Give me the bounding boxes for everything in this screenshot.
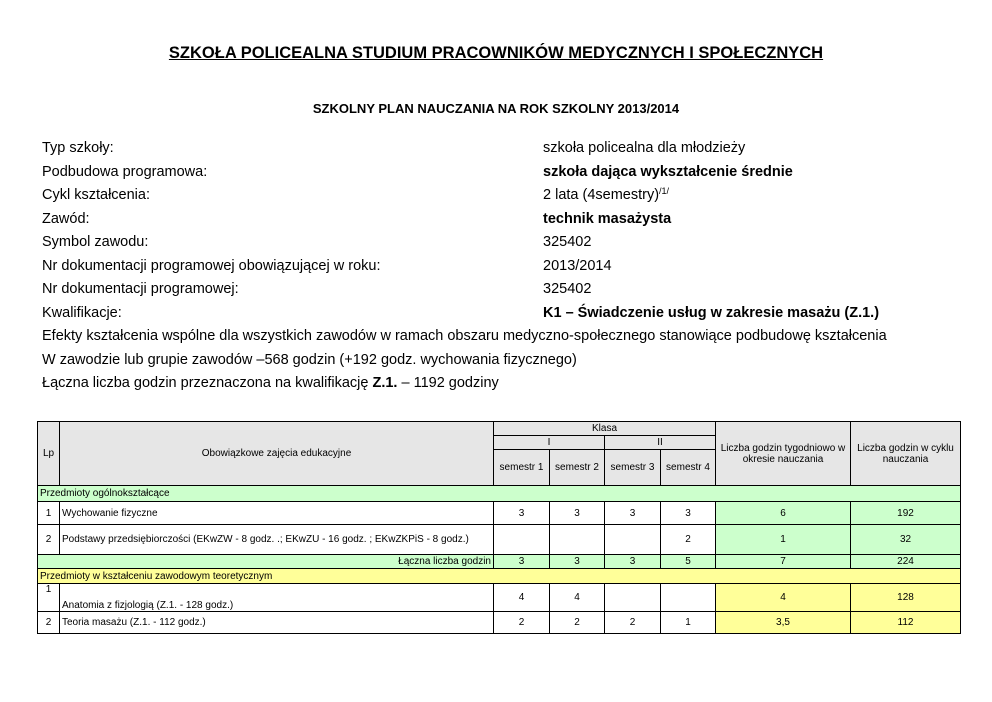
info-row-zawod xyxy=(42,208,962,232)
row-sem-2: 4 xyxy=(550,584,605,612)
row-weekly: 1 xyxy=(716,525,851,555)
info-value-wrap xyxy=(543,184,669,208)
row-lp: 1 xyxy=(38,502,60,525)
zawod-hours-line: W zawodzie lub grupie zawodów –568 godzin (+192 godz. wychowania fizycznego) xyxy=(42,351,577,368)
row-weekly: 3,5 xyxy=(716,612,851,634)
table-row xyxy=(38,612,961,634)
total-cycle: 224 xyxy=(851,555,961,569)
info-value: szkoła dająca wykształcenie średnie xyxy=(543,163,793,180)
info-row-dok xyxy=(42,278,962,302)
row-subject: Wychowanie fizyczne xyxy=(60,502,494,525)
info-value: technik masażysta xyxy=(543,210,672,227)
row-sem-4: 3 xyxy=(661,502,716,525)
row-sem-3 xyxy=(605,525,661,555)
qualification-code: Z.1. xyxy=(372,375,398,391)
total-label: Łączna liczba godzin xyxy=(38,555,494,569)
header-weekly: Liczba godzin tygodniowo w okresie nauczania xyxy=(716,422,851,486)
info-row-typ xyxy=(42,137,962,161)
header-klasa-1: I xyxy=(494,436,605,450)
header-semester-2: semestr 2 xyxy=(550,450,605,486)
row-sem-4 xyxy=(661,584,716,612)
total-hours-suffix: – 1192 godziny xyxy=(397,375,499,391)
info-label: Podbudowa programowa: xyxy=(42,163,208,180)
info-label: Zawód: xyxy=(42,210,90,227)
info-row-podbudowa xyxy=(42,161,962,185)
info-label: Cykl kształcenia: xyxy=(42,187,150,203)
row-cycle: 112 xyxy=(851,612,961,634)
row-sem-2 xyxy=(550,525,605,555)
info-row-dok-rok xyxy=(42,255,962,279)
info-row-cykl xyxy=(42,184,962,208)
info-value: K1 – Świadczenie usług w zakresie masażu (Z.1.) xyxy=(543,304,880,321)
row-sem-4: 1 xyxy=(661,612,716,634)
total-sem-4: 5 xyxy=(661,555,716,569)
table-row xyxy=(38,502,961,525)
table-row xyxy=(38,584,961,612)
row-subject: Teoria masażu (Z.1. - 112 godz.) xyxy=(60,612,494,634)
school-info xyxy=(42,137,962,396)
row-sem-1: 2 xyxy=(494,612,550,634)
total-weekly: 7 xyxy=(716,555,851,569)
total-row xyxy=(38,555,961,569)
info-value: 325402 xyxy=(543,281,592,297)
info-value: szkoła policealna dla młodzieży xyxy=(543,140,746,156)
table-row xyxy=(38,525,961,555)
header-semester-4: semestr 4 xyxy=(661,450,716,486)
row-sem-4: 2 xyxy=(661,525,716,555)
header-lp: Lp xyxy=(38,422,60,486)
row-sem-2: 2 xyxy=(550,612,605,634)
info-row-symbol xyxy=(42,231,962,255)
header-semester-3: semestr 3 xyxy=(605,450,661,486)
header-klasa: Klasa xyxy=(494,422,716,436)
total-sem-2: 3 xyxy=(550,555,605,569)
total-sem-1: 3 xyxy=(494,555,550,569)
info-row-kwalifikacje xyxy=(42,302,962,326)
row-weekly: 4 xyxy=(716,584,851,612)
row-cycle: 192 xyxy=(851,502,961,525)
row-sem-3: 3 xyxy=(605,502,661,525)
row-subject: Podstawy przedsiębiorczości (EKwZW - 8 godz. .; EKwZU - 16 godz. ; EKwZKPiS - 8 godz.) xyxy=(60,525,494,555)
section-general: Przedmioty ogólnokształcące xyxy=(38,486,961,502)
row-cycle: 32 xyxy=(851,525,961,555)
total-hours-line xyxy=(42,372,962,396)
section-vocational: Przedmioty w kształceniu zawodowym teoretycznym xyxy=(38,569,961,584)
row-lp: 2 xyxy=(38,612,60,634)
header-cycle: Liczba godzin w cyklu nauczania xyxy=(851,422,961,486)
info-label: Nr dokumentacji programowej: xyxy=(42,281,239,297)
row-lp: 2 xyxy=(38,525,60,555)
footnote-ref: /1/ xyxy=(659,186,670,196)
row-cycle: 128 xyxy=(851,584,961,612)
info-value: 2013/2014 xyxy=(543,257,612,274)
total-hours-prefix: Łączna liczba godzin przeznaczona na kwalifikację xyxy=(42,375,373,391)
info-value: 2 lata (4semestry) xyxy=(543,187,660,203)
page-title: SZKOŁA POLICEALNA STUDIUM PRACOWNIKÓW MEDYCZNYCH I SPOŁECZNYCH xyxy=(168,44,824,62)
row-weekly: 6 xyxy=(716,502,851,525)
info-label: Kwalifikacje: xyxy=(42,304,122,321)
row-sem-1: 4 xyxy=(494,584,550,612)
row-sem-1 xyxy=(494,525,550,555)
efekty-line: Efekty kształcenia wspólne dla wszystkich zawodów w ramach obszaru medyczno-społecznego stanowiące podbudowę kształcenia xyxy=(42,328,887,344)
header-subject: Obowiązkowe zajęcia edukacyjne xyxy=(60,422,494,486)
row-sem-1: 3 xyxy=(494,502,550,525)
info-label: Symbol zawodu: xyxy=(42,234,149,250)
header-semester-1: semestr 1 xyxy=(494,450,550,486)
row-sem-3 xyxy=(605,584,661,612)
info-label: Nr dokumentacji programowej obowiązującej w roku: xyxy=(42,257,381,274)
header-klasa-2: II xyxy=(605,436,716,450)
row-subject: Anatomia z fizjologią (Z.1. - 128 godz.) xyxy=(60,584,494,612)
row-sem-3: 2 xyxy=(605,612,661,634)
row-sem-2: 3 xyxy=(550,502,605,525)
page-subtitle: SZKOLNY PLAN NAUCZANIA NA ROK SZKOLNY 2013/2014 xyxy=(312,101,680,116)
total-sem-3: 3 xyxy=(605,555,661,569)
info-value: 325402 xyxy=(543,234,592,250)
info-label: Typ szkoły: xyxy=(42,140,114,156)
row-lp: 1 xyxy=(38,584,60,612)
curriculum-table xyxy=(37,421,961,634)
